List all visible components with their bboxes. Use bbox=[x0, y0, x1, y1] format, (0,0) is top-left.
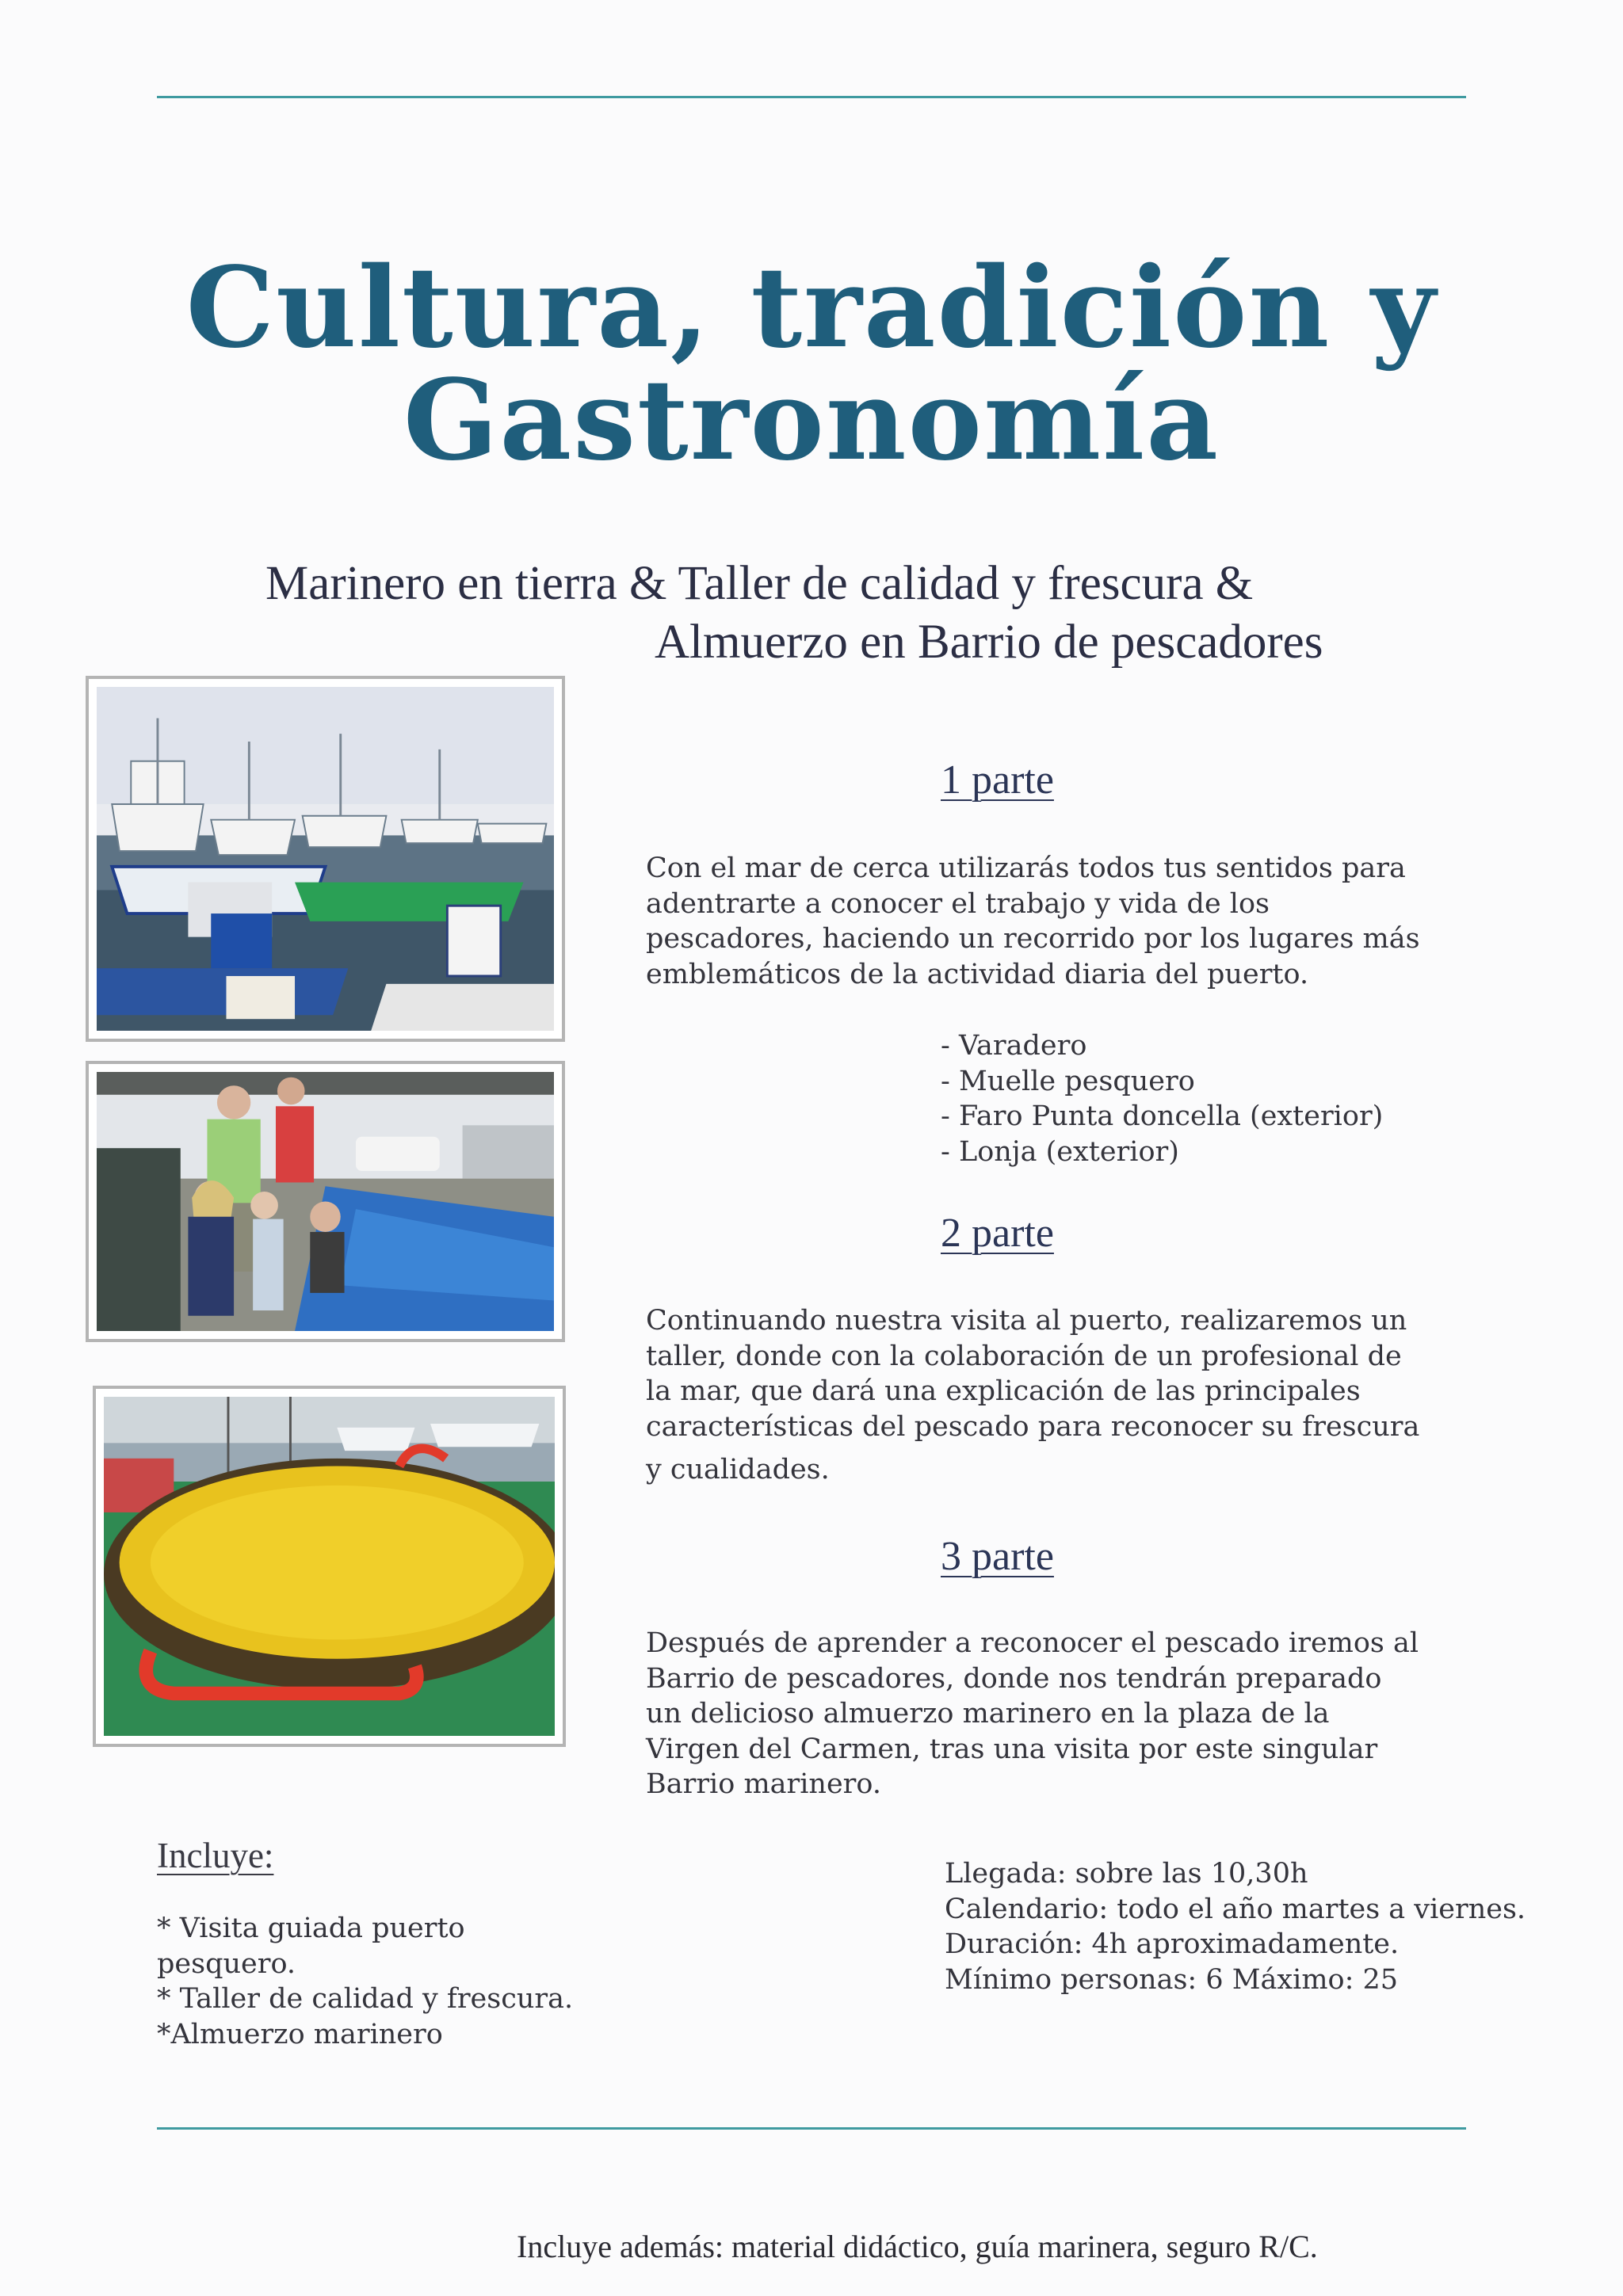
section-1-line: adentrarte a conocer el trabajo y vida de los bbox=[646, 887, 1270, 920]
paella-pan-photo bbox=[93, 1386, 566, 1747]
includes-list bbox=[157, 1911, 573, 2052]
section-3-line: Virgen del Carmen, tras una visita por este singular bbox=[646, 1733, 1378, 1765]
section-3-line: un delicioso almuerzo marinero en la plaza de la bbox=[646, 1698, 1330, 1730]
list-item: - Faro Punta doncella (exterior) bbox=[941, 1100, 1384, 1132]
section-1-heading: 1 parte bbox=[941, 757, 1054, 803]
section-1-line: Con el mar de cerca utilizarás todos tus sentidos para bbox=[646, 852, 1406, 884]
footer-note: Incluye además: material didáctico, guía marinera, seguro R/C. bbox=[517, 2229, 1318, 2264]
fishing-nets-visit-photo bbox=[86, 1061, 565, 1342]
top-divider bbox=[157, 96, 1466, 98]
subtitle-line-1: Marinero en tierra & Taller de calidad y frescura & bbox=[265, 557, 1254, 610]
fishing-nets-illustration bbox=[97, 1072, 554, 1331]
section-1-line: pescadores, haciendo un recorrido por los lugares más bbox=[646, 923, 1420, 955]
includes-item: *Almuerzo marinero bbox=[157, 2018, 443, 2050]
title-line-1: Cultura, tradición y bbox=[185, 243, 1438, 373]
bottom-divider bbox=[157, 2127, 1466, 2130]
arrival-info: Llegada: sobre las 10,30h bbox=[945, 1858, 1308, 1890]
section-1-paragraph bbox=[646, 851, 1420, 992]
paella-illustration bbox=[104, 1397, 555, 1736]
section-1-line: emblemáticos de la actividad diaria del puerto. bbox=[646, 958, 1309, 990]
section-2-line: características del pescado para reconocer su frescura bbox=[646, 1410, 1420, 1443]
includes-item: * Taller de calidad y frescura. bbox=[157, 1983, 574, 2015]
section-2-heading: 2 parte bbox=[941, 1211, 1054, 1256]
includes-item: * Visita guiada puerto bbox=[157, 1913, 465, 1944]
list-item: - Muelle pesquero bbox=[941, 1065, 1195, 1097]
section-3-line: Barrio marinero. bbox=[646, 1768, 881, 1800]
section-2-line: y cualidades. bbox=[646, 1454, 830, 1486]
port-places-list bbox=[941, 1028, 1383, 1169]
list-item: - Lonja (exterior) bbox=[941, 1135, 1179, 1168]
section-3-line: Barrio de pescadores, donde nos tendrán preparado bbox=[646, 1662, 1382, 1695]
group-size-info: Mínimo personas: 6 Máximo: 25 bbox=[945, 1963, 1399, 1996]
trip-info bbox=[945, 1856, 1526, 1997]
list-item: - Varadero bbox=[941, 1030, 1087, 1062]
duration-info: Duración: 4h aproximadamente. bbox=[945, 1928, 1400, 1960]
page-title bbox=[0, 243, 1623, 486]
section-3-paragraph bbox=[646, 1626, 1419, 1802]
harbor-boats-illustration bbox=[97, 687, 554, 1031]
includes-heading: Incluye: bbox=[157, 1836, 274, 1875]
section-2-line: taller, donde con la colaboración de un profesional de bbox=[646, 1340, 1402, 1372]
includes-item: pesquero. bbox=[157, 1947, 296, 1980]
section-3-line: Después de aprender a reconocer el pescado iremos al bbox=[646, 1627, 1419, 1659]
section-2-line: Continuando nuestra visita al puerto, realizaremos un bbox=[646, 1305, 1407, 1337]
title-line-2: Gastronomía bbox=[403, 356, 1220, 486]
section-2-paragraph bbox=[646, 1303, 1419, 1488]
harbor-boats-photo bbox=[86, 676, 565, 1042]
subtitle-line-2: Almuerzo en Barrio de pescadores bbox=[655, 616, 1323, 669]
section-2-line: la mar, que dará una explicación de las principales bbox=[646, 1375, 1361, 1407]
calendar-info: Calendario: todo el año martes a viernes. bbox=[945, 1893, 1526, 1925]
section-3-heading: 3 parte bbox=[941, 1534, 1054, 1579]
